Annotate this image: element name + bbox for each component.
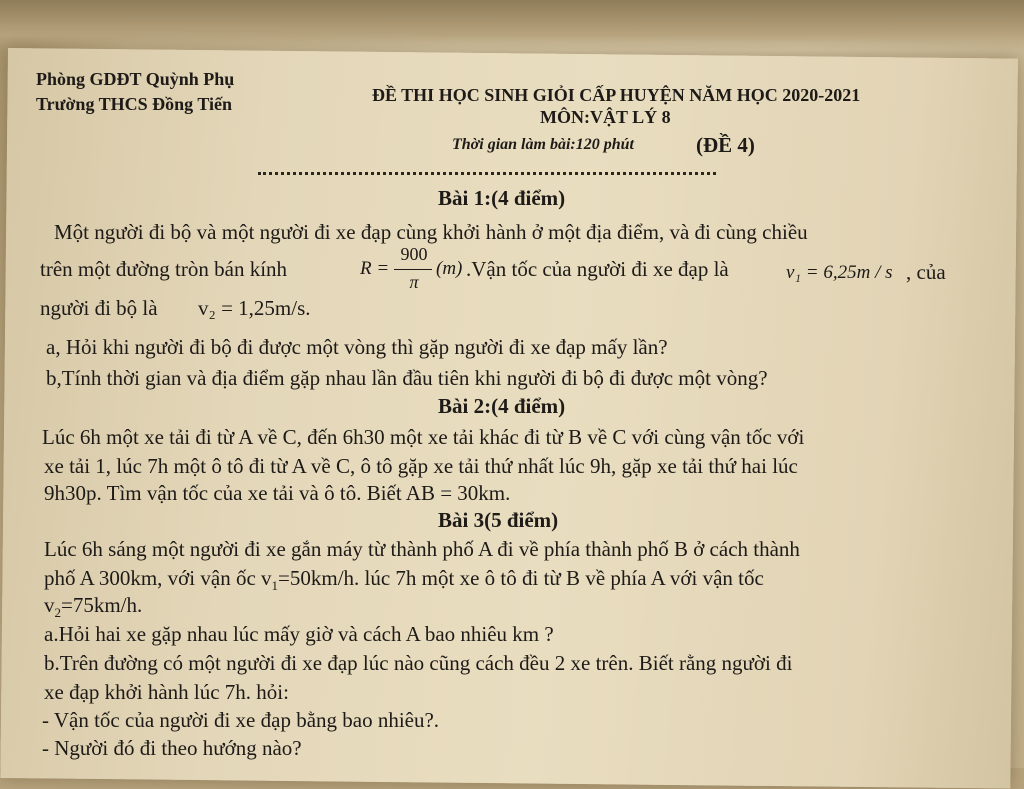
top-shadow (0, 0, 1024, 50)
exam-title: ĐỀ THI HỌC SINH GIỎI CẤP HUYỆN NĂM HỌC 2020-2021 (372, 85, 861, 105)
bai1-question-a: a, Hỏi khi người đi bộ đi được một vòng thì gặp người đi xe đạp mấy lần? (46, 335, 668, 359)
bai3-question-a: a.Hỏi hai xe gặp nhau lúc mấy giờ và cách A bao nhiêu km ? (44, 622, 554, 646)
bai1-line3-pre: người đi bộ là (40, 296, 158, 320)
fraction-bar (394, 269, 432, 270)
bai1-line2-pre: trên một đường tròn bán kính (40, 257, 288, 281)
bai3-question-b2: xe đạp khởi hành lúc 7h. hỏi: (44, 680, 289, 704)
bai2-line2: xe tải 1, lúc 7h một ô tô đi từ A về C, ô tô gặp xe tải thứ nhất lúc 9h, gặp xe tải thứ hai lúc (44, 454, 798, 478)
exam-code: (ĐỀ 4) (696, 133, 755, 157)
bai3-question-b3: - Vận tốc của người đi xe đạp bằng bao nhiêu?. (42, 708, 440, 732)
bai3-line3-pre: v (44, 593, 55, 617)
v1-value: v₁ = 6,25m / s (786, 262, 893, 283)
bai3-line3 (44, 593, 142, 621)
bai1-heading: Bài 1:(4 điểm) (438, 186, 566, 210)
dept-name: Phòng GDĐT Quỳnh Phụ (36, 69, 235, 89)
bai3-line1: Lúc 6h sáng một người đi xe gắn máy từ thành phố A đi về phía thành phố B ở cách thành (44, 537, 800, 561)
radius-lhs: R = (360, 258, 390, 279)
bai3-heading: Bài 3(5 điểm) (438, 508, 559, 532)
bai3-question-b1: b.Trên đường có một người đi xe đạp lúc nào cũng cách đều 2 xe trên. Biết rằng người đi (44, 651, 793, 675)
exam-subject: MÔN:VẬT LÝ 8 (540, 107, 671, 127)
v2-value: v₂ = 1,25m/s. (198, 296, 311, 320)
bai3-line2-post: =50km/h. lúc 7h một xe ô tô đi từ B về phía A với vận tốc (278, 566, 764, 590)
dotted-divider (258, 166, 716, 175)
v2-subscript: 2 (54, 605, 61, 621)
bai3-question-b4: - Người đó đi theo hướng nào? (42, 736, 302, 760)
radius-denominator: π (409, 272, 419, 292)
bai1-line2-mid: .Vận tốc của người đi xe đạp là (466, 257, 729, 281)
school-name: Trường THCS Đồng Tiến (36, 94, 232, 114)
bai1-question-b: b,Tính thời gian và địa điểm gặp nhau lần đầu tiên khi người đi bộ đi được một vòng? (46, 366, 768, 390)
bai3-line2 (44, 566, 764, 594)
bai2-heading: Bài 2:(4 điểm) (438, 394, 566, 418)
radius-numerator: 900 (400, 244, 428, 264)
bai2-line1: Lúc 6h một xe tải đi từ A về C, đến 6h30 một xe tải khác đi từ B về C với cùng vận tốc với (42, 425, 805, 449)
bai2-line3: 9h30p. Tìm vận tốc của xe tải và ô tô. Biết AB = 30km. (44, 481, 511, 505)
v1-subscript: 1 (271, 578, 279, 594)
exam-time: Thời gian làm bài:120 phút (452, 136, 634, 153)
bai1-line2-post: , của (906, 260, 946, 284)
radius-unit: (m) (436, 258, 463, 279)
bai3-line2-pre: phố A 300km, với vận ốc v (44, 566, 272, 590)
bai3-line3-post: =75km/h. (61, 593, 143, 617)
bai1-line1: Một người đi bộ và một người đi xe đạp cùng khởi hành ở một địa điểm, và đi cùng chiều (54, 220, 808, 244)
